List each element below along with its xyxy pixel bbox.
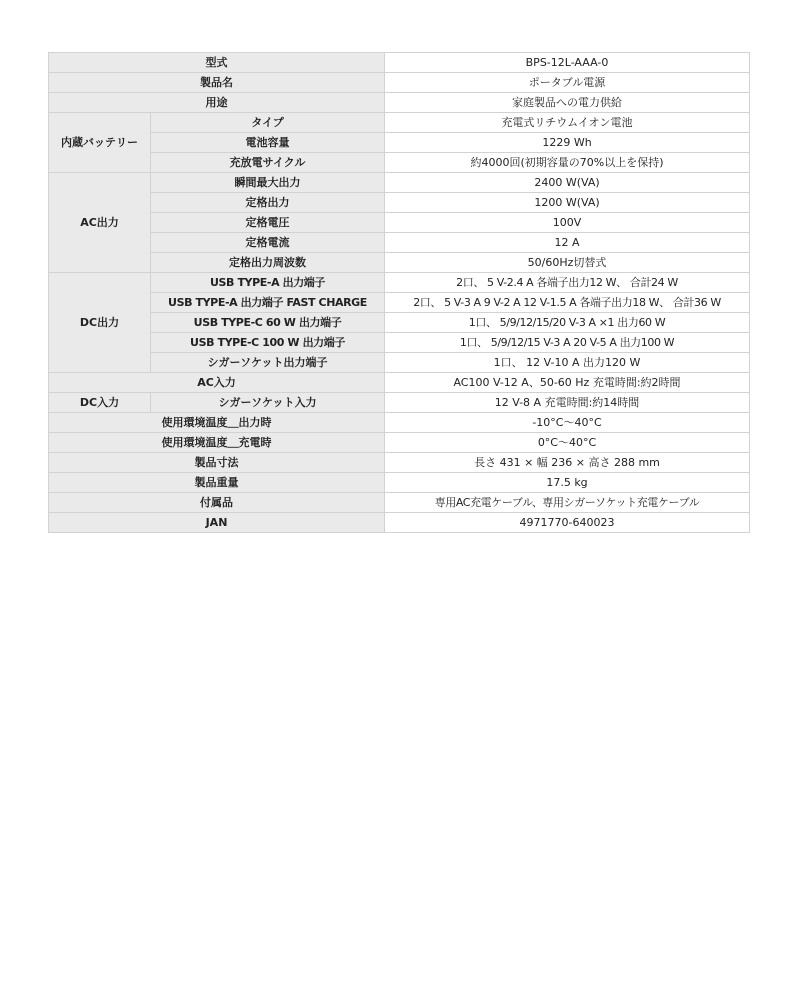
battery-capacity-label: 電池容量 xyxy=(151,133,385,153)
ac-rated-value: 1200 W(VA) xyxy=(385,193,750,213)
ac-peak-label: 瞬間最大出力 xyxy=(151,173,385,193)
accessories-value: 専用AC充電ケーブル、専用シガーソケット充電ケーブル xyxy=(385,493,750,513)
temp-output-value: -10°C〜40°C xyxy=(385,413,750,433)
usage-label: 用途 xyxy=(49,93,385,113)
usb-c-100-value: 1口、 5/9/12/15 V-3 A 20 V-5 A 出力100 W xyxy=(385,333,750,353)
dc-input-group-label: DC入力 xyxy=(49,393,151,413)
table-row xyxy=(49,493,750,513)
model-value: BPS-12L-AAA-0 xyxy=(385,53,750,73)
table-row xyxy=(49,113,750,133)
usb-a-label: USB TYPE-A 出力端子 xyxy=(151,273,385,293)
table-row xyxy=(49,473,750,493)
ac-input-value: AC100 V-12 A、50-60 Hz 充電時間:約2時間 xyxy=(385,373,750,393)
battery-cycles-value: 約4000回(初期容量の70%以上を保持) xyxy=(385,153,750,173)
table-row xyxy=(49,73,750,93)
ac-current-label: 定格電流 xyxy=(151,233,385,253)
usb-a-value: 2口、 5 V-2.4 A 各端子出力12 W、 合計24 W xyxy=(385,273,750,293)
table-row xyxy=(49,153,750,173)
table-row xyxy=(49,373,750,393)
cigar-input-value: 12 V-8 A 充電時間:約14時間 xyxy=(385,393,750,413)
model-label: 型式 xyxy=(49,53,385,73)
table-row xyxy=(49,213,750,233)
usb-c-100-label: USB TYPE-C 100 W 出力端子 xyxy=(151,333,385,353)
jan-label: JAN xyxy=(49,513,385,533)
usage-value: 家庭製品への電力供給 xyxy=(385,93,750,113)
ac-voltage-value: 100V xyxy=(385,213,750,233)
table-row xyxy=(49,273,750,293)
table-row xyxy=(49,253,750,273)
usb-c-60-label: USB TYPE-C 60 W 出力端子 xyxy=(151,313,385,333)
table-row xyxy=(49,333,750,353)
table-row xyxy=(49,313,750,333)
table-row xyxy=(49,393,750,413)
table-row xyxy=(49,233,750,253)
temp-charge-value: 0°C〜40°C xyxy=(385,433,750,453)
table-row xyxy=(49,193,750,213)
dimensions-label: 製品寸法 xyxy=(49,453,385,473)
product-name-label: 製品名 xyxy=(49,73,385,93)
ac-voltage-label: 定格電圧 xyxy=(151,213,385,233)
cigar-output-label: シガーソケット出力端子 xyxy=(151,353,385,373)
accessories-label: 付属品 xyxy=(49,493,385,513)
battery-type-value: 充電式リチウムイオン電池 xyxy=(385,113,750,133)
jan-value: 4971770-640023 xyxy=(385,513,750,533)
cigar-output-value: 1口、 12 V-10 A 出力120 W xyxy=(385,353,750,373)
table-row xyxy=(49,53,750,73)
table-row xyxy=(49,133,750,153)
dimensions-value: 長さ 431 × 幅 236 × 高さ 288 mm xyxy=(385,453,750,473)
weight-value: 17.5 kg xyxy=(385,473,750,493)
battery-group-label: 内蔵バッテリー xyxy=(49,113,151,173)
battery-type-label: タイプ xyxy=(151,113,385,133)
dc-output-group-label: DC出力 xyxy=(49,273,151,373)
ac-frequency-value: 50/60Hz切替式 xyxy=(385,253,750,273)
usb-a-fast-label: USB TYPE-A 出力端子 FAST CHARGE xyxy=(151,293,385,313)
ac-rated-label: 定格出力 xyxy=(151,193,385,213)
table-row xyxy=(49,453,750,473)
battery-cycles-label: 充放電サイクル xyxy=(151,153,385,173)
cigar-input-label: シガーソケット入力 xyxy=(151,393,385,413)
table-row xyxy=(49,293,750,313)
battery-capacity-value: 1229 Wh xyxy=(385,133,750,153)
ac-current-value: 12 A xyxy=(385,233,750,253)
ac-frequency-label: 定格出力周波数 xyxy=(151,253,385,273)
table-row xyxy=(49,513,750,533)
usb-c-60-value: 1口、 5/9/12/15/20 V-3 A ×1 出力60 W xyxy=(385,313,750,333)
spec-table xyxy=(48,52,750,533)
temp-output-label: 使用環境温度＿出力時 xyxy=(49,413,385,433)
table-row xyxy=(49,413,750,433)
ac-peak-value: 2400 W(VA) xyxy=(385,173,750,193)
table-row xyxy=(49,353,750,373)
temp-charge-label: 使用環境温度＿充電時 xyxy=(49,433,385,453)
table-row xyxy=(49,173,750,193)
table-row xyxy=(49,433,750,453)
usb-a-fast-value: 2口、 5 V-3 A 9 V-2 A 12 V-1.5 A 各端子出力18 W、 合計36 W xyxy=(385,293,750,313)
weight-label: 製品重量 xyxy=(49,473,385,493)
product-name-value: ポータブル電源 xyxy=(385,73,750,93)
table-row xyxy=(49,93,750,113)
ac-output-group-label: AC出力 xyxy=(49,173,151,273)
ac-input-label: AC入力 xyxy=(49,373,385,393)
